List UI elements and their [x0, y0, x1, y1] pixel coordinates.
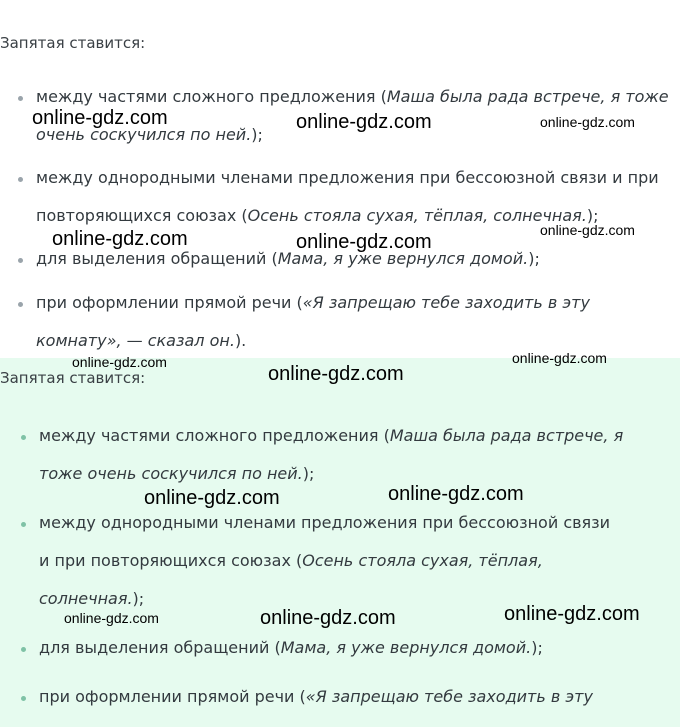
example-text: Маша была рада встрече, я тоже	[386, 87, 669, 106]
rule-text: );	[302, 464, 315, 483]
rule-text: между однородными членами предложения при бессоюзной связи и при	[36, 168, 659, 187]
bullet	[21, 435, 26, 440]
rule-text: между однородными членами предложения при бессоюзной связи	[39, 513, 611, 532]
rules-section-white	[0, 0, 680, 358]
example-text: солнечная.	[39, 589, 133, 608]
watermark: online-gdz.com	[296, 111, 432, 133]
rules-section-green	[0, 358, 680, 727]
example-text: очень соскучился по ней.	[36, 125, 252, 144]
watermark: online-gdz.com	[144, 487, 280, 509]
item-line	[39, 504, 677, 542]
watermark: online-gdz.com	[512, 350, 607, 366]
rule-text: );	[528, 249, 540, 268]
watermark: online-gdz.com	[72, 354, 167, 370]
rule-text: );	[251, 125, 263, 144]
section-heading: Запятая ставится:	[0, 34, 146, 52]
item-line	[36, 159, 676, 197]
watermark: online-gdz.com	[32, 107, 168, 129]
item-line	[39, 455, 677, 493]
list-item	[39, 417, 677, 493]
example-text: Осень стояла сухая, тёплая, солнечная.	[247, 206, 587, 225]
bullet	[18, 302, 23, 307]
item-line	[39, 678, 677, 716]
bullet	[21, 696, 26, 701]
rule-text: ).	[234, 331, 247, 350]
section-heading: Запятая ставится:	[0, 369, 146, 387]
watermark: online-gdz.com	[64, 610, 159, 626]
rule-text: для выделения обращений (	[39, 638, 281, 657]
example-text: Мама, я уже вернулся домой.	[277, 249, 529, 268]
example-text: Осень стояла сухая, тёплая,	[302, 551, 543, 570]
watermark: online-gdz.com	[52, 228, 188, 250]
list-item	[39, 678, 677, 716]
example-text: «Я запрещаю тебе заходить в эту	[305, 687, 593, 706]
rule-text: );	[531, 638, 543, 657]
watermark: online-gdz.com	[504, 603, 640, 625]
rule-text: между частями сложного предложения (	[36, 87, 387, 106]
bullet	[21, 647, 26, 652]
example-text: «Я запрещаю тебе заходить в эту	[302, 293, 590, 312]
item-line	[39, 629, 677, 667]
watermark: online-gdz.com	[260, 607, 396, 629]
rule-text: для выделения обращений (	[36, 249, 278, 268]
item-line	[36, 284, 676, 322]
example-text: Мама, я уже вернулся домой.	[280, 638, 532, 657]
list-item	[39, 504, 677, 618]
rule-text: при оформлении прямой речи (	[36, 293, 303, 312]
watermark: online-gdz.com	[388, 483, 524, 505]
rule-text: при оформлении прямой речи (	[39, 687, 306, 706]
list-item	[36, 284, 676, 360]
bullet	[18, 96, 23, 101]
rule-text: );	[586, 206, 599, 225]
item-line	[39, 542, 677, 580]
example-text: тоже очень соскучился по ней.	[39, 464, 303, 483]
rule-text: повторяющихся союзах (	[36, 206, 248, 225]
list-item	[39, 629, 677, 667]
bullet	[18, 258, 23, 263]
rule-text: и при повторяющихся союзах (	[39, 551, 303, 570]
watermark: online-gdz.com	[540, 114, 635, 130]
example-text: комнату», — сказал он.	[36, 331, 235, 350]
rule-text: );	[132, 589, 145, 608]
watermark: online-gdz.com	[296, 231, 432, 253]
item-line	[39, 417, 677, 455]
example-text: Маша была рада встрече, я	[389, 426, 624, 445]
rule-text: между частями сложного предложения (	[39, 426, 390, 445]
bullet	[21, 522, 26, 527]
watermark: online-gdz.com	[268, 363, 404, 385]
bullet	[18, 177, 23, 182]
watermark: online-gdz.com	[540, 222, 635, 238]
